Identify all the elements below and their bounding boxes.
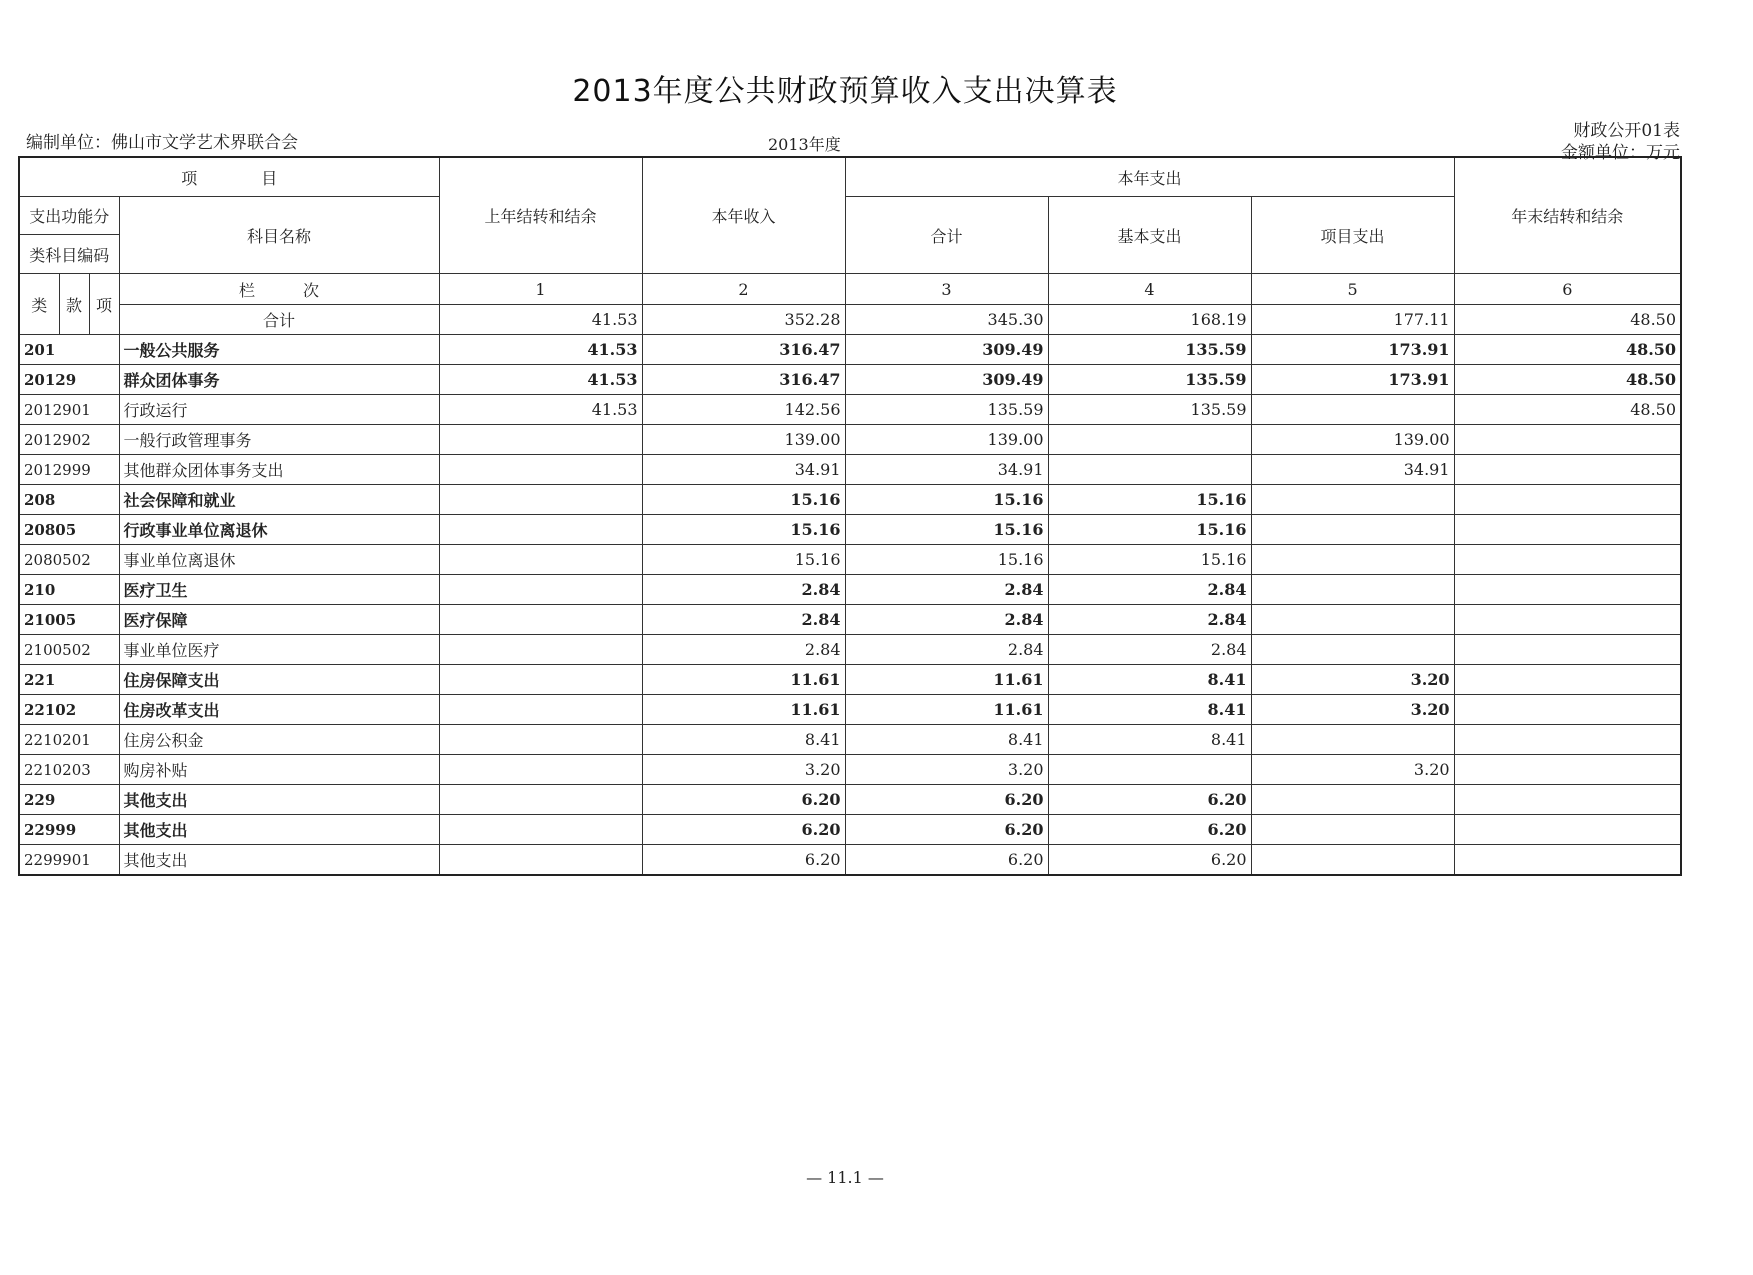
cell-carryover-prev <box>439 815 642 845</box>
cell-carryover-prev <box>439 515 642 545</box>
cell-expense-basic: 15.16 <box>1048 545 1251 575</box>
cell-expense-total: 309.49 <box>845 335 1048 365</box>
cell-expense-project: 173.91 <box>1251 365 1454 395</box>
table-row <box>19 665 1681 695</box>
row-name: 一般行政管理事务 <box>119 425 439 455</box>
table-row <box>19 515 1681 545</box>
cell-income: 316.47 <box>642 335 845 365</box>
header-expense-group: 本年支出 <box>845 157 1454 197</box>
cell-expense-basic: 6.20 <box>1048 845 1251 876</box>
cell-carryover-prev <box>439 695 642 725</box>
cell-carryover-end <box>1454 575 1681 605</box>
cell-income: 2.84 <box>642 575 845 605</box>
cell-carryover-end <box>1454 425 1681 455</box>
col-index: 1 <box>439 274 642 305</box>
cell-expense-total: 8.41 <box>845 725 1048 755</box>
cell-income: 6.20 <box>642 815 845 845</box>
cell-carryover-end <box>1454 605 1681 635</box>
row-name: 行政运行 <box>119 395 439 425</box>
cell-expense-total: 2.84 <box>845 635 1048 665</box>
cell-carryover-prev <box>439 455 642 485</box>
cell-expense-basic <box>1048 455 1251 485</box>
row-code: 210 <box>19 575 119 605</box>
row-code: 20805 <box>19 515 119 545</box>
header-carryover-prev: 上年结转和结余 <box>439 157 642 274</box>
cell-expense-total: 2.84 <box>845 605 1048 635</box>
cell-carryover-prev <box>439 845 642 876</box>
row-code: 2012901 <box>19 395 119 425</box>
table-row <box>19 815 1681 845</box>
cell-expense-basic: 135.59 <box>1048 365 1251 395</box>
row-code: 2210201 <box>19 725 119 755</box>
cell-carryover-end <box>1454 695 1681 725</box>
table-row <box>19 845 1681 876</box>
cell-expense-project <box>1251 815 1454 845</box>
row-name: 事业单位医疗 <box>119 635 439 665</box>
cell-expense-basic: 8.41 <box>1048 695 1251 725</box>
cell-expense-total: 3.20 <box>845 755 1048 785</box>
cell-carryover-end <box>1454 785 1681 815</box>
table-row <box>19 575 1681 605</box>
row-name: 住房保障支出 <box>119 665 439 695</box>
table-row <box>19 545 1681 575</box>
cell-expense-total: 6.20 <box>845 815 1048 845</box>
cell-carryover-end <box>1454 515 1681 545</box>
cell-income: 6.20 <box>642 845 845 876</box>
cell-expense-total: 15.16 <box>845 485 1048 515</box>
table-row <box>19 395 1681 425</box>
row-name: 一般公共服务 <box>119 335 439 365</box>
cell-carryover-end: 48.50 <box>1454 305 1681 335</box>
header-code-label-1: 支出功能分 <box>19 197 119 235</box>
col-index: 3 <box>845 274 1048 305</box>
cell-expense-project: 139.00 <box>1251 425 1454 455</box>
table-row <box>19 695 1681 725</box>
cell-carryover-end <box>1454 755 1681 785</box>
cell-carryover-prev <box>439 545 642 575</box>
header-kuan: 款 <box>59 274 89 335</box>
header-code-label-2: 类科目编码 <box>19 235 119 274</box>
cell-expense-project: 173.91 <box>1251 335 1454 365</box>
row-code: 2012902 <box>19 425 119 455</box>
cell-carryover-end <box>1454 725 1681 755</box>
cell-expense-project <box>1251 605 1454 635</box>
cell-expense-project: 177.11 <box>1251 305 1454 335</box>
row-name: 其他支出 <box>119 815 439 845</box>
cell-income: 34.91 <box>642 455 845 485</box>
cell-income: 2.84 <box>642 635 845 665</box>
cell-income: 352.28 <box>642 305 845 335</box>
row-name: 合计 <box>119 305 439 335</box>
table-row <box>19 455 1681 485</box>
cell-income: 15.16 <box>642 485 845 515</box>
cell-income: 316.47 <box>642 365 845 395</box>
cell-expense-project <box>1251 395 1454 425</box>
row-name: 住房改革支出 <box>119 695 439 725</box>
row-name: 其他支出 <box>119 845 439 876</box>
cell-carryover-prev: 41.53 <box>439 365 642 395</box>
row-name: 购房补贴 <box>119 755 439 785</box>
cell-expense-project <box>1251 725 1454 755</box>
cell-expense-basic: 2.84 <box>1048 605 1251 635</box>
fiscal-year: 2013年度 <box>768 135 841 154</box>
cell-expense-basic <box>1048 425 1251 455</box>
cell-carryover-end: 48.50 <box>1454 395 1681 425</box>
cell-income: 2.84 <box>642 605 845 635</box>
cell-expense-project: 3.20 <box>1251 755 1454 785</box>
table-row <box>19 305 1681 335</box>
cell-expense-basic: 135.59 <box>1048 395 1251 425</box>
cell-income: 15.16 <box>642 515 845 545</box>
cell-carryover-prev <box>439 575 642 605</box>
money-unit: 金额单位：万元 <box>1561 143 1680 163</box>
cell-carryover-end <box>1454 545 1681 575</box>
cell-income: 11.61 <box>642 695 845 725</box>
cell-expense-total: 135.59 <box>845 395 1048 425</box>
column-index-row <box>19 274 1681 305</box>
row-code: 21005 <box>19 605 119 635</box>
row-name: 其他群众团体事务支出 <box>119 455 439 485</box>
page-number: — 11.1 — <box>806 1168 884 1187</box>
cell-carryover-prev: 41.53 <box>439 395 642 425</box>
row-code: 221 <box>19 665 119 695</box>
cell-carryover-end <box>1454 635 1681 665</box>
row-name: 其他支出 <box>119 785 439 815</box>
cell-expense-total: 139.00 <box>845 425 1048 455</box>
cell-expense-total: 15.16 <box>845 515 1048 545</box>
header-xiang: 项 <box>89 274 119 335</box>
row-name: 社会保障和就业 <box>119 485 439 515</box>
row-code: 22102 <box>19 695 119 725</box>
cell-carryover-end: 48.50 <box>1454 365 1681 395</box>
cell-carryover-prev <box>439 785 642 815</box>
row-code: 229 <box>19 785 119 815</box>
compiling-unit: 编制单位：佛山市文学艺术界联合会 <box>26 133 298 153</box>
table-row <box>19 725 1681 755</box>
budget-table <box>18 156 1682 876</box>
row-code: 2210203 <box>19 755 119 785</box>
cell-expense-basic <box>1048 755 1251 785</box>
cell-carryover-end <box>1454 665 1681 695</box>
cell-carryover-prev: 41.53 <box>439 335 642 365</box>
row-code: 208 <box>19 485 119 515</box>
cell-expense-basic: 15.16 <box>1048 485 1251 515</box>
row-code: 2299901 <box>19 845 119 876</box>
header-item: 项 目 <box>19 157 439 197</box>
header-carryover-end: 年末结转和结余 <box>1454 157 1681 274</box>
header-expense-basic: 基本支出 <box>1048 197 1251 274</box>
cell-expense-basic: 15.16 <box>1048 515 1251 545</box>
row-name: 住房公积金 <box>119 725 439 755</box>
cell-carryover-prev <box>439 485 642 515</box>
cell-expense-total: 6.20 <box>845 785 1048 815</box>
cell-income: 142.56 <box>642 395 845 425</box>
cell-income: 3.20 <box>642 755 845 785</box>
cell-expense-total: 2.84 <box>845 575 1048 605</box>
cell-expense-total: 15.16 <box>845 545 1048 575</box>
cell-expense-total: 309.49 <box>845 365 1048 395</box>
header-income: 本年收入 <box>642 157 845 274</box>
cell-expense-project <box>1251 545 1454 575</box>
col-index: 5 <box>1251 274 1454 305</box>
cell-expense-basic: 8.41 <box>1048 725 1251 755</box>
cell-expense-basic: 2.84 <box>1048 575 1251 605</box>
cell-carryover-prev <box>439 605 642 635</box>
col-index: 2 <box>642 274 845 305</box>
cell-carryover-prev <box>439 755 642 785</box>
cell-expense-basic: 135.59 <box>1048 335 1251 365</box>
cell-expense-basic: 168.19 <box>1048 305 1251 335</box>
row-code: 2012999 <box>19 455 119 485</box>
cell-expense-project <box>1251 635 1454 665</box>
cell-expense-total: 345.30 <box>845 305 1048 335</box>
col-index: 6 <box>1454 274 1681 305</box>
row-name: 群众团体事务 <box>119 365 439 395</box>
cell-carryover-end: 48.50 <box>1454 335 1681 365</box>
row-code: 201 <box>19 335 119 365</box>
header-name: 科目名称 <box>119 197 439 274</box>
cell-expense-basic: 6.20 <box>1048 815 1251 845</box>
cell-income: 8.41 <box>642 725 845 755</box>
row-code: 2080502 <box>19 545 119 575</box>
header-row-1 <box>19 157 1681 197</box>
header-expense-project: 项目支出 <box>1251 197 1454 274</box>
table-row <box>19 425 1681 455</box>
cell-carryover-prev <box>439 725 642 755</box>
row-code: 20129 <box>19 365 119 395</box>
cell-income: 6.20 <box>642 785 845 815</box>
cell-carryover-end <box>1454 455 1681 485</box>
header-row-2 <box>19 197 1681 235</box>
cell-expense-total: 11.61 <box>845 665 1048 695</box>
row-name: 医疗保障 <box>119 605 439 635</box>
cell-expense-project <box>1251 485 1454 515</box>
col-index: 4 <box>1048 274 1251 305</box>
cell-expense-basic: 2.84 <box>1048 635 1251 665</box>
table-row <box>19 605 1681 635</box>
table-row <box>19 635 1681 665</box>
cell-expense-project: 3.20 <box>1251 665 1454 695</box>
row-name: 行政事业单位离退休 <box>119 515 439 545</box>
cell-expense-total: 11.61 <box>845 695 1048 725</box>
table-row <box>19 335 1681 365</box>
cell-expense-project <box>1251 785 1454 815</box>
cell-expense-project: 3.20 <box>1251 695 1454 725</box>
table-row <box>19 365 1681 395</box>
cell-carryover-prev <box>439 665 642 695</box>
table-row <box>19 485 1681 515</box>
cell-expense-project <box>1251 845 1454 876</box>
row-name: 医疗卫生 <box>119 575 439 605</box>
row-name: 事业单位离退休 <box>119 545 439 575</box>
cell-income: 15.16 <box>642 545 845 575</box>
cell-carryover-end <box>1454 845 1681 876</box>
table-row <box>19 755 1681 785</box>
cell-expense-basic: 6.20 <box>1048 785 1251 815</box>
cell-expense-project <box>1251 575 1454 605</box>
form-number: 财政公开01表 <box>1573 121 1680 141</box>
cell-expense-basic: 8.41 <box>1048 665 1251 695</box>
table-row <box>19 785 1681 815</box>
cell-expense-total: 6.20 <box>845 845 1048 876</box>
header-lanci: 栏 次 <box>119 274 439 305</box>
cell-carryover-prev <box>439 425 642 455</box>
cell-carryover-end <box>1454 815 1681 845</box>
cell-carryover-prev <box>439 635 642 665</box>
row-code: 2100502 <box>19 635 119 665</box>
row-code: 22999 <box>19 815 119 845</box>
cell-carryover-end <box>1454 485 1681 515</box>
cell-expense-project: 34.91 <box>1251 455 1454 485</box>
page-title: 2013年度公共财政预算收入支出决算表 <box>572 74 1118 109</box>
cell-income: 139.00 <box>642 425 845 455</box>
header-lei: 类 <box>19 274 59 335</box>
cell-expense-total: 34.91 <box>845 455 1048 485</box>
cell-carryover-prev: 41.53 <box>439 305 642 335</box>
cell-expense-project <box>1251 515 1454 545</box>
header-expense-total: 合计 <box>845 197 1048 274</box>
cell-income: 11.61 <box>642 665 845 695</box>
